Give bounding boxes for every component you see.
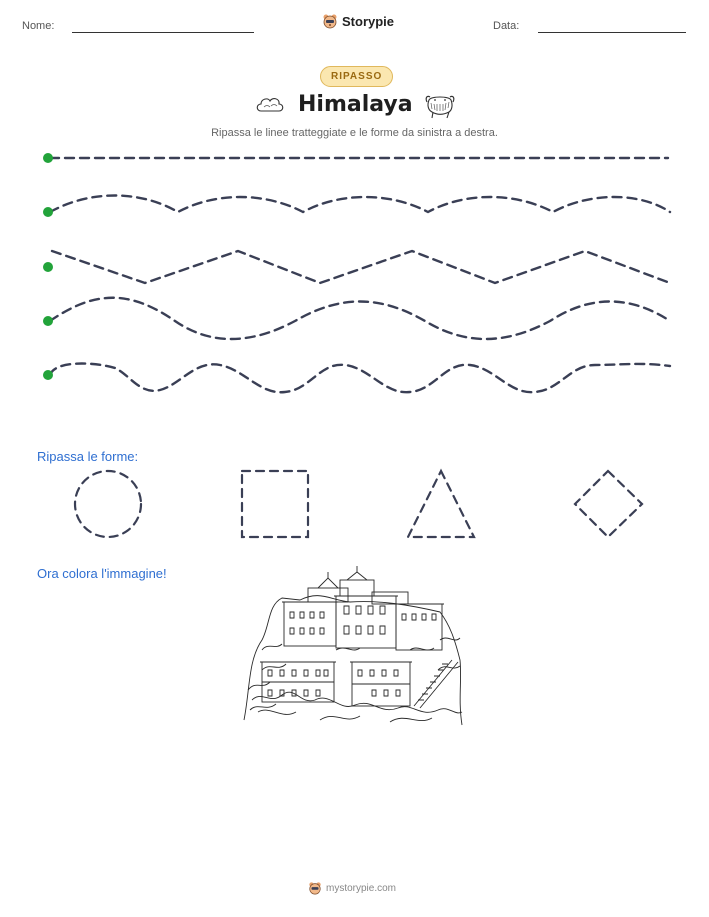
monastery-illustration bbox=[244, 566, 462, 725]
start-dot bbox=[43, 262, 53, 272]
instructions: Ripassa le linee tratteggiate e le forme da sinistra a destra. bbox=[211, 127, 498, 139]
tracing-shape-triangle bbox=[408, 471, 474, 537]
start-dot bbox=[43, 153, 53, 163]
tracing-line-deep-wave bbox=[50, 298, 670, 339]
brand-name: Storypie bbox=[342, 13, 395, 29]
tracing-shape-square bbox=[242, 471, 308, 537]
tracing-shape-circle bbox=[75, 471, 141, 537]
review-badge: RIPASSO bbox=[320, 66, 393, 87]
name-label: Nome: bbox=[22, 20, 55, 32]
start-dot bbox=[43, 370, 53, 380]
page-title: Himalaya bbox=[298, 92, 413, 117]
tracing-line-zigzag bbox=[52, 251, 670, 283]
start-dot bbox=[43, 207, 53, 217]
shapes-heading: Ripassa le forme: bbox=[37, 449, 139, 464]
date-label: Data: bbox=[493, 20, 520, 32]
footer bbox=[308, 881, 396, 895]
start-dot bbox=[43, 316, 53, 326]
tracing-line-wave bbox=[50, 196, 670, 213]
footer-url[interactable]: mystorypie.com bbox=[326, 882, 397, 894]
bear-logo-icon bbox=[308, 881, 322, 895]
tracing-shape-diamond bbox=[575, 471, 642, 537]
tracing-line-loops bbox=[50, 364, 670, 393]
color-heading: Ora colora l'immagine! bbox=[37, 566, 167, 581]
